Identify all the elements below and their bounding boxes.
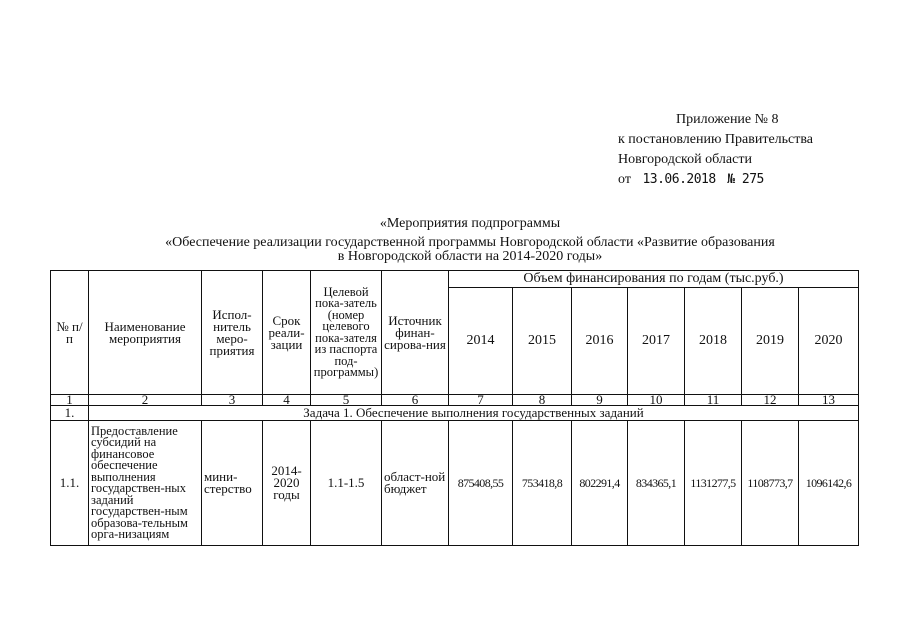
column-number: 7 (449, 395, 513, 406)
column-number: 9 (572, 395, 628, 406)
date-prefix: от (618, 172, 631, 187)
document-title (120, 236, 820, 264)
header-source: Источник финан-сирова-ния (382, 271, 449, 395)
row-amount-2014: 875408,55 (449, 421, 513, 546)
activities-table (50, 270, 859, 546)
row-amount-2019: 1108773,7 (742, 421, 799, 546)
column-number: 12 (742, 395, 799, 406)
year-cell: 2020 (799, 288, 859, 395)
row-amount-2015: 753418,8 (513, 421, 572, 546)
year-cell: 2015 (513, 288, 572, 395)
appendix-date-line (618, 170, 813, 190)
year-cell: 2018 (685, 288, 742, 395)
appendix-line2: Новгородской области (618, 152, 752, 167)
appendix-header (618, 110, 813, 190)
column-number: 2 (89, 395, 202, 406)
header-executor: Испол-нитель меро-приятия (202, 271, 263, 395)
header-indicator: Целевой пока-затель (номер целевого пока-зателя из паспорта под-программы) (311, 271, 382, 395)
row-term: 2014-2020 годы (263, 421, 311, 546)
appendix-title: Приложение № 8 (676, 112, 779, 127)
year-cell: 2014 (449, 288, 513, 395)
appendix-line1: к постановлению Правительства (618, 132, 814, 147)
header-funding: Объем финансирования по годам (тыс.руб.) (449, 271, 859, 288)
row-indicator: 1.1-1.5 (311, 421, 382, 546)
row-amount-2016: 802291,4 (572, 421, 628, 546)
task-text: Задача 1. Обеспечение выполнения государственных заданий (89, 406, 859, 421)
header-name: Наименование мероприятия (89, 271, 202, 395)
header-row (51, 271, 859, 288)
document-title-line2: «Обеспечение реализации государственной программы Новгородской области «Развитие образования (165, 235, 775, 250)
column-number: 4 (263, 395, 311, 406)
resolution-date: 13.06.2018 (642, 172, 716, 187)
column-number: 13 (799, 395, 859, 406)
year-cell: 2019 (742, 288, 799, 395)
column-numbers-row (51, 395, 859, 406)
row-source: област-ной бюджет (382, 421, 449, 546)
row-num: 1.1. (51, 421, 89, 546)
header-term: Срок реали-зации (263, 271, 311, 395)
header-num: № п/п (51, 271, 89, 395)
row-executor: мини-стерство (202, 421, 263, 546)
column-number: 5 (311, 395, 382, 406)
row-amount-2018: 1131277,5 (685, 421, 742, 546)
resolution-number: № 275 (727, 172, 764, 187)
column-number: 11 (685, 395, 742, 406)
table-row (51, 421, 859, 546)
year-cell: 2016 (572, 288, 628, 395)
column-number: 1 (51, 395, 89, 406)
column-number: 10 (628, 395, 685, 406)
row-name: Предоставление субсидий на финансовое обеспечение выполнения государствен-ных заданий государствен-ным образова-тельным орга-низациям (89, 421, 202, 546)
year-cell: 2017 (628, 288, 685, 395)
document-title-line3: в Новгородской области на 2014-2020 годы» (337, 249, 603, 264)
task-num: 1. (51, 406, 89, 421)
task-row (51, 406, 859, 421)
column-number: 6 (382, 395, 449, 406)
column-number: 3 (202, 395, 263, 406)
document-title-line1: «Мероприятия подпрограммы (379, 216, 561, 231)
column-number: 8 (513, 395, 572, 406)
row-amount-2020: 1096142,6 (799, 421, 859, 546)
row-amount-2017: 834365,1 (628, 421, 685, 546)
